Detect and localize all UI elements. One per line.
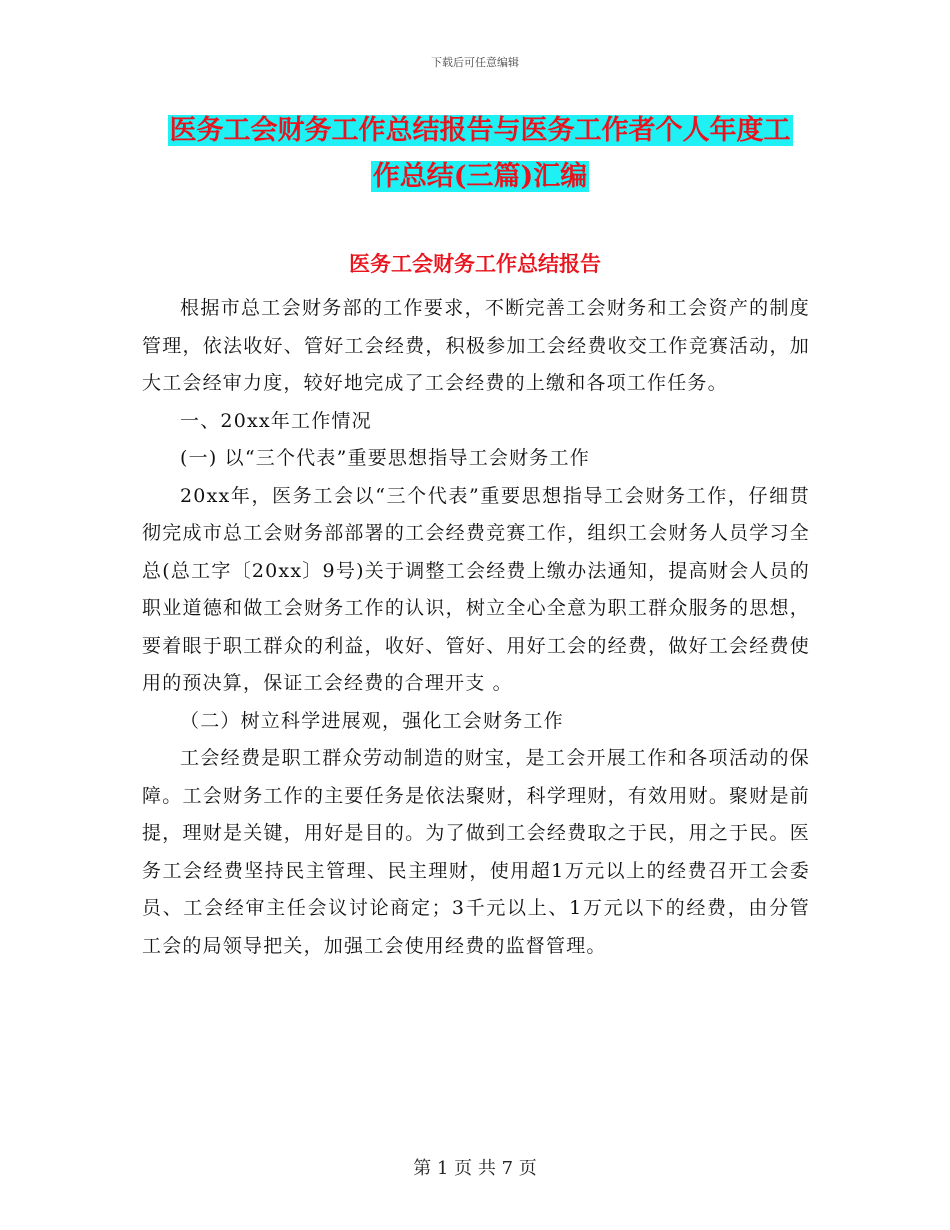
paragraph: 20xx年，医务工会以“三个代表”重要思想指导工会财务工作，仔细贯彻完成市总工会财务部部署的工会经费竞赛工作，组织工会财务人员学习全总(总工字〔20xx〕9号)关于调整工会经费上缴办法通知，提高财会人员的职业道德和做工会财务工作的认识，树立全心全意为职工群众服务的思想，要着眼于职工群众的利益，收好、管好、用好工会的经费，做好工会经费使用的预决算，保证工会经费的合理开支 。 — [142, 484, 810, 694]
paragraph: 工会经费是职工群众劳动制造的财宝，是工会开展工作和各项活动的保障。工会财务工作的主要任务是依法聚财，科学理财，有效用财。聚财是前提，理财是关键，用好是目的。为了做到工会经费取之于民，用之于民。医务工会经费坚持民主管理、民主理财，使用超1万元以上的经费召开工会委员、工会经审主任会议讨论商定；3千元以上、1万元以下的经费，由分管工会的局领导把关，加强工会使用经费的监督管理。 — [142, 747, 810, 957]
subheading-2: （二）树立科学进展观，强化工会财务工作 — [180, 709, 564, 732]
section-title: 医务工会财务工作总结报告 — [349, 251, 601, 276]
title-line-1: 医务工会财务工作总结报告与医务工作者个人年度工 — [169, 115, 791, 146]
subheading-1: (一) 以“三个代表”重要思想指导工会财务工作 — [180, 447, 590, 469]
paragraph: 根据市总工会财务部的工作要求，不断完善工会财务和工会资产的制度管理，依法收好、管好工会经费，积极参加工会经费收交工作竞赛活动，加大工会经审力度，较好地完成了工会经费的上缴和各项工作任务。 — [142, 297, 810, 394]
page-number-footer: 第 1 页 共 7 页 — [413, 1158, 537, 1179]
heading-work-situation: 一、20xx年工作情况 — [180, 409, 372, 432]
header-note: 下载后可任意编辑 — [431, 56, 519, 69]
body-text — [142, 290, 810, 965]
document-title — [150, 108, 810, 200]
title-line-2: 作总结(三篇)汇编 — [372, 161, 588, 192]
